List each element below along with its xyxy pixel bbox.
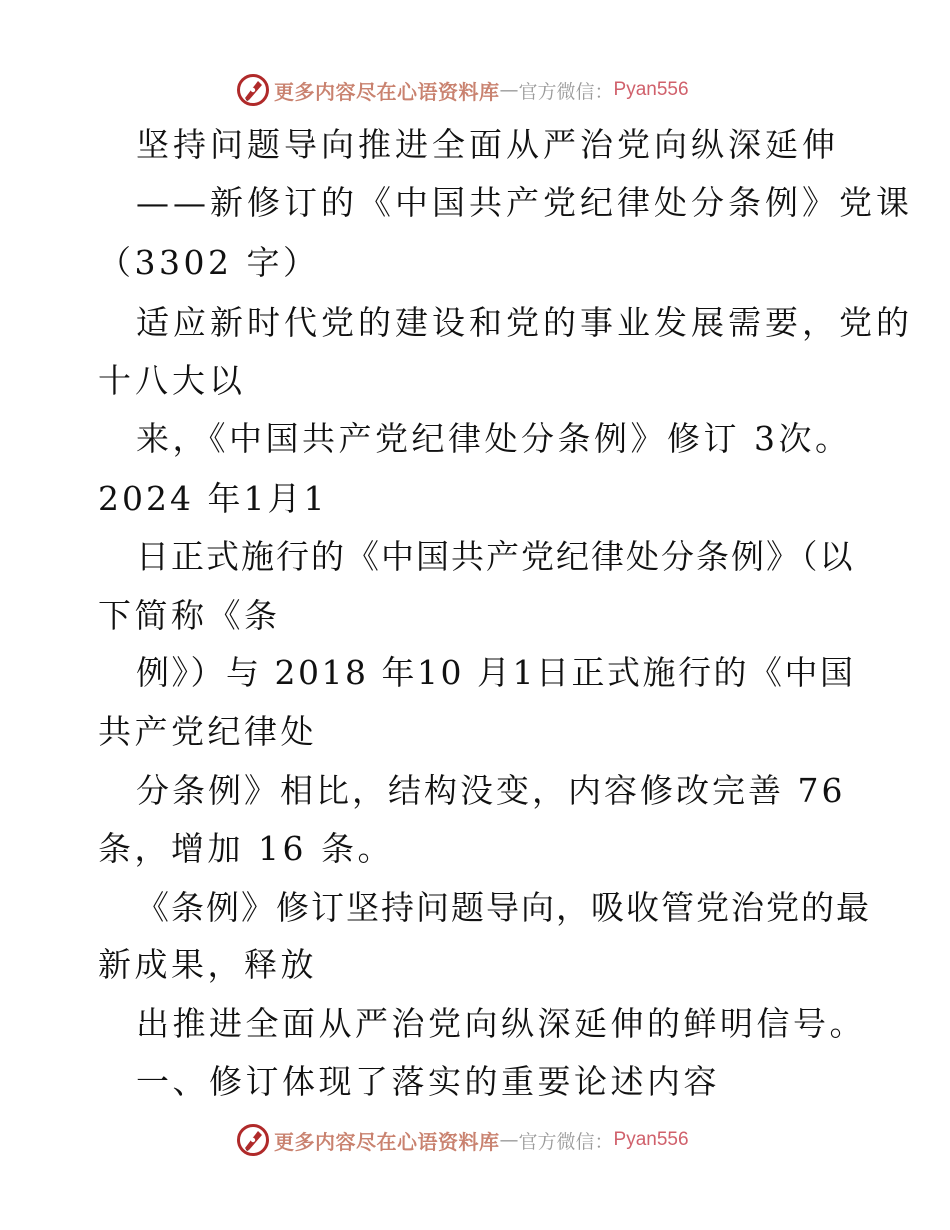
text-line: 来，《中国共产党纪律处分条例》修订 3次。 — [136, 419, 852, 458]
watermark-brand: 更多内容尽在心语资料库 — [274, 79, 500, 104]
watermark-wechat-id: Pyan556 — [613, 1129, 689, 1150]
text-line: 适应新时代党的建设和党的事业发展需要，党的 — [136, 303, 913, 342]
text-line: 新成果，释放 — [98, 945, 317, 984]
text-line: 日正式施行的《中国共产党纪律处分条例》（以 — [136, 537, 855, 576]
text-line: 分条例》相比，结构没变，内容修改完善 76 — [136, 771, 846, 810]
watermark-official-label: 官方微信： — [518, 80, 614, 103]
text-line: 例》）与 2018 年10 月1日正式施行的《中国 — [136, 653, 856, 692]
document-subtitle: ——新修订的《中国共产党纪律处分条例》党课 — [136, 183, 913, 222]
text-line: 出推进全面从严治党向纵深延伸的鲜明信号。 — [136, 1004, 866, 1043]
word-count: （3302 字） — [98, 243, 320, 282]
section-heading: 一、修订体现了落实的重要论述内容 — [136, 1062, 720, 1101]
text-line: 《条例》修订坚持问题导向，吸收管党治党的最 — [136, 888, 871, 927]
text-line: 2024 年1月1 — [98, 479, 328, 518]
watermark-brand: 更多内容尽在心语资料库 — [274, 1129, 500, 1154]
watermark-wechat-id: Pyan556 — [613, 79, 689, 100]
watermark-separator: — — [499, 1129, 519, 1151]
text-line: 下简称《条 — [98, 596, 281, 635]
text-line: 共产党纪律处 — [98, 712, 317, 751]
text-line: 十八大以 — [98, 361, 246, 400]
text-line: 条，增加 16 条。 — [98, 829, 394, 868]
footer-watermark — [236, 1123, 689, 1157]
watermark-separator: — — [499, 79, 519, 101]
watermark-official-label: 官方微信： — [518, 1130, 614, 1153]
pen-logo-icon — [236, 1123, 270, 1157]
pen-logo-icon — [236, 73, 270, 107]
document-title: 坚持问题导向推进全面从严治党向纵深延伸 — [136, 125, 839, 164]
header-watermark — [236, 73, 689, 107]
